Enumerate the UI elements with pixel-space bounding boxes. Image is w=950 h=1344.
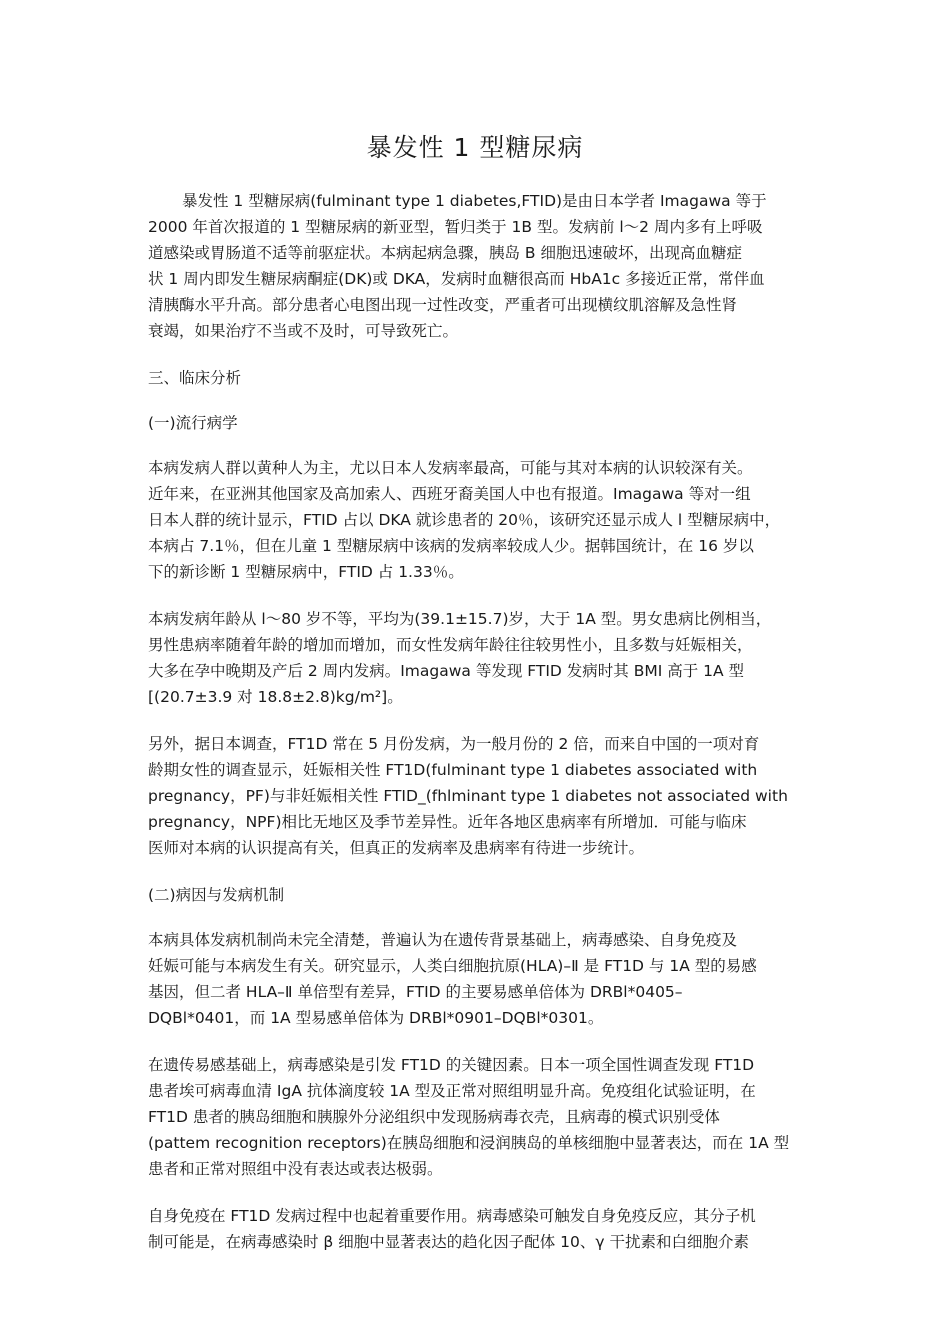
paragraph-line: 本病具体发病机制尚未完全清楚，普遍认为在遗传背景基础上，病毒感染、自身免疫及 [148,931,738,949]
paragraph-line: 龄期女性的调查显示，妊娠相关性 FT1D(fulminant type 1 diabetes associated with [148,761,758,779]
paragraph-line: 基因，但二者 HLA–Ⅱ 单倍型有差异，FTID 的主要易感单倍体为 DRBl*0405– [148,983,683,1001]
paragraph-line: (pattem recognition receptors)在胰岛细胞和浸润胰岛的单核细胞中显著表达，而在 1A 型 [148,1134,790,1152]
paragraph-line: 患者和正常对照组中没有表达或表达极弱。 [148,1160,443,1178]
paragraph [148,1052,818,1182]
document-body [148,188,818,1276]
paragraph-line: 医师对本病的认识提高有关，但真正的发病率及患病率有待进一步统计。 [148,839,645,857]
section-heading: (一)流行病学 [148,414,238,432]
section-heading: (二)病因与发病机制 [148,886,285,904]
section-heading: 三、临床分析 [148,369,242,387]
paragraph-line: 下的新诊断 1 型糖尿病中，FTID 占 1.33％。 [148,563,464,581]
paragraph [148,606,818,710]
paragraph [148,455,818,585]
paragraph-line: DQBl*0401，而 1A 型易感单倍体为 DRBl*0901–DQBl*0301。 [148,1009,604,1027]
paragraph-line: 日本人群的统计显示，FTID 占以 DKA 就诊患者的 20％，该研究还显示成人 l 型糖尿病中， [148,511,781,529]
paragraph-line: 暴发性 1 型糖尿病(fulminant type 1 diabetes,FTID)是由日本学者 Imagawa 等于 [182,192,767,210]
paragraph-line: 清胰酶水平升高。部分患者心电图出现一过性改变，严重者可出现横纹肌溶解及急性肾 [148,296,738,314]
paragraph-line: 衰竭，如果治疗不当或不及时，可导致死亡。 [148,322,459,340]
paragraph [148,188,818,344]
document-title: 暴发性 1 型糖尿病 [366,133,584,162]
paragraph-line: pregnancy，NPF)相比无地区及季节差异性。近年各地区患病率有所增加．可能与临床 [148,813,747,831]
paragraph-line: FT1D 患者的胰岛细胞和胰腺外分泌组织中发现肠病毒衣壳，且病毒的模式识别受体 [148,1108,720,1126]
paragraph-line: 男性患病率随着年龄的增加而增加，而女性发病年龄往往较男性小，且多数与妊娠相关， [148,636,753,654]
paragraph-line: 另外，据日本调查，FT1D 常在 5 月份发病，为一般月份的 2 倍，而来自中国的一项对育 [148,735,760,753]
paragraph-line: 2000 年首次报道的 1 型糖尿病的新亚型，暂归类于 1B 型。发病前 l～2 周内多有上呼吸 [148,218,763,236]
paragraph-line: 本病发病年龄从 l～80 岁不等，平均为(39.1±15.7)岁，大于 1A 型。男女患病比例相当， [148,610,772,628]
paragraph-line: 在遗传易感基础上，病毒感染是引发 FT1D 的关键因素。日本一项全国性调查发现 FT1D [148,1056,755,1074]
paragraph-line: 本病占 7.1％，但在儿童 1 型糖尿病中该病的发病率较成人少。据韩国统计，在 16 岁以 [148,537,754,555]
paragraph [148,731,818,861]
paragraph [148,1203,818,1255]
paragraph-line: 自身免疫在 FT1D 发病过程中也起着重要作用。病毒感染可触发自身免疫反应，其分子机 [148,1207,756,1225]
paragraph-line: 道感染或胃肠道不适等前驱症状。本病起病急骤，胰岛 B 细胞迅速破坏，出现高血糖症 [148,244,742,262]
paragraph-line: 近年来，在亚洲其他国家及高加索人、西班牙裔美国人中也有报道。Imagawa 等对一组 [148,485,751,503]
paragraph-line: 状 1 周内即发生糖尿病酮症(DK)或 DKA，发病时血糖很高而 HbA1c 多接近正常，常伴血 [148,270,765,288]
paragraph-line: 妊娠可能与本病发生有关。研究显示，人类白细胞抗原(HLA)–Ⅱ 是 FT1D 与 1A 型的易感 [148,957,757,975]
paragraph [148,927,818,1031]
paragraph-line: 制可能是，在病毒感染时 β 细胞中显著表达的趋化因子配体 10、γ 干扰素和白细胞介素 [148,1233,749,1251]
paragraph-line: pregnancy，PF)与非妊娠相关性 FTID_(fhlminant type 1 diabetes not associated with [148,787,788,805]
paragraph-line: 大多在孕中晚期及产后 2 周内发病。Imagawa 等发现 FTID 发病时其 BMI 高于 1A 型 [148,662,745,680]
paragraph-line: [(20.7±3.9 对 18.8±2.8)kg/m²]。 [148,688,403,706]
paragraph-line: 患者埃可病毒血清 IgA 抗体滴度较 1A 型及正常对照组明显升高。免疫组化试验证明，在 [148,1082,756,1100]
paragraph-line: 本病发病人群以黄种人为主，尤以日本人发病率最高，可能与其对本病的认识较深有关。 [148,459,753,477]
